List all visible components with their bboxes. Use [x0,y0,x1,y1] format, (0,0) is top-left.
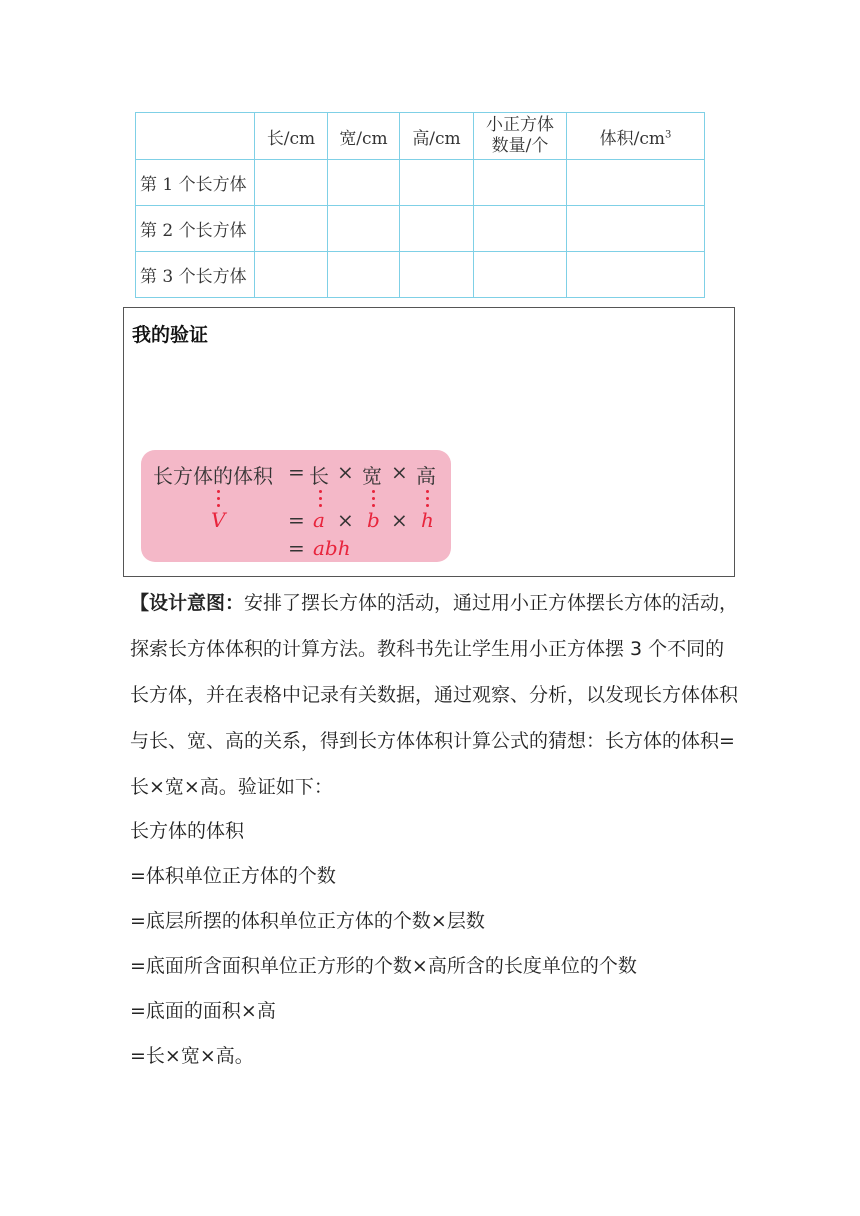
header-length: 长/cm [255,113,328,160]
table-cell [255,160,328,206]
table-cell [328,160,400,206]
row-label: 第 1 个长方体 [136,160,255,206]
design-intent-text: 安排了摆长方体的活动，通过用小正方体摆长方体的活动，探索长方体体积的计算方法。教科书先让学生用小正方体摆 3 个不同的长方体，并在表格中记录有关数据，通过观察、分析，以发现长方体体积与长、宽、高的关系，得到长方体体积计算公式的猜想：长方体的体积=长×宽×高。验证如下： [130,592,739,798]
formula-var-v: V [211,508,226,532]
table-cell [474,160,567,206]
table-cell [400,160,474,206]
formula-times: × [337,508,354,532]
header-height: 高/cm [400,113,474,160]
header-volume-label: 体积/cm [599,128,665,149]
formula-var-b: b [367,508,380,532]
table-row [136,206,705,252]
formula-lhs: 长方体的体积 [153,464,273,488]
formula-length: 长 [309,464,329,488]
header-cube-line2: 数量/个 [491,136,549,156]
table-cell [567,160,705,206]
derivation-line: =底面的面积×高 [130,1000,276,1022]
formula-eq: = [288,460,305,484]
table-cell [567,206,705,252]
table-cell [255,206,328,252]
formula-times: × [391,508,408,532]
formula-var-a: a [313,508,325,532]
table-header-row [136,113,705,160]
table-row [136,160,705,206]
derivation-line: =底面所含面积单位正方形的个数×高所含的长度单位的个数 [130,955,637,977]
table-cell [400,206,474,252]
row-label: 第 3 个长方体 [136,252,255,298]
header-volume [567,113,705,160]
formula-width: 宽 [362,464,382,488]
table-cell [400,252,474,298]
formula-var-h: h [421,508,434,532]
table-cell [328,206,400,252]
header-volume-sup: 3 [665,128,672,140]
table-cell [474,252,567,298]
formula-card [141,450,451,562]
derivation-line: =底层所摆的体积单位正方体的个数×层数 [130,910,485,932]
design-intent-paragraph [130,580,740,810]
design-intent-label: 【设计意图： [130,592,245,614]
table-cell [328,252,400,298]
formula-height: 高 [416,464,436,488]
table-cell [567,252,705,298]
formula-eq: = [288,508,305,532]
header-cube-count [474,113,567,160]
data-table [135,112,705,298]
formula-result: abh [313,536,351,560]
table-row [136,252,705,298]
derivation-line: 长方体的体积 [130,820,245,842]
verification-title: 我的验证 [132,324,209,346]
row-label: 第 2 个长方体 [136,206,255,252]
derivation-line: =长×宽×高。 [130,1045,254,1067]
table-cell [474,206,567,252]
formula-times: × [391,460,408,484]
formula-times: × [337,460,354,484]
table-cell [255,252,328,298]
header-empty [136,113,255,160]
formula-eq: = [288,536,305,560]
derivation-line: =体积单位正方体的个数 [130,865,336,887]
header-cube-line1: 小正方体 [486,115,554,135]
header-width: 宽/cm [328,113,400,160]
